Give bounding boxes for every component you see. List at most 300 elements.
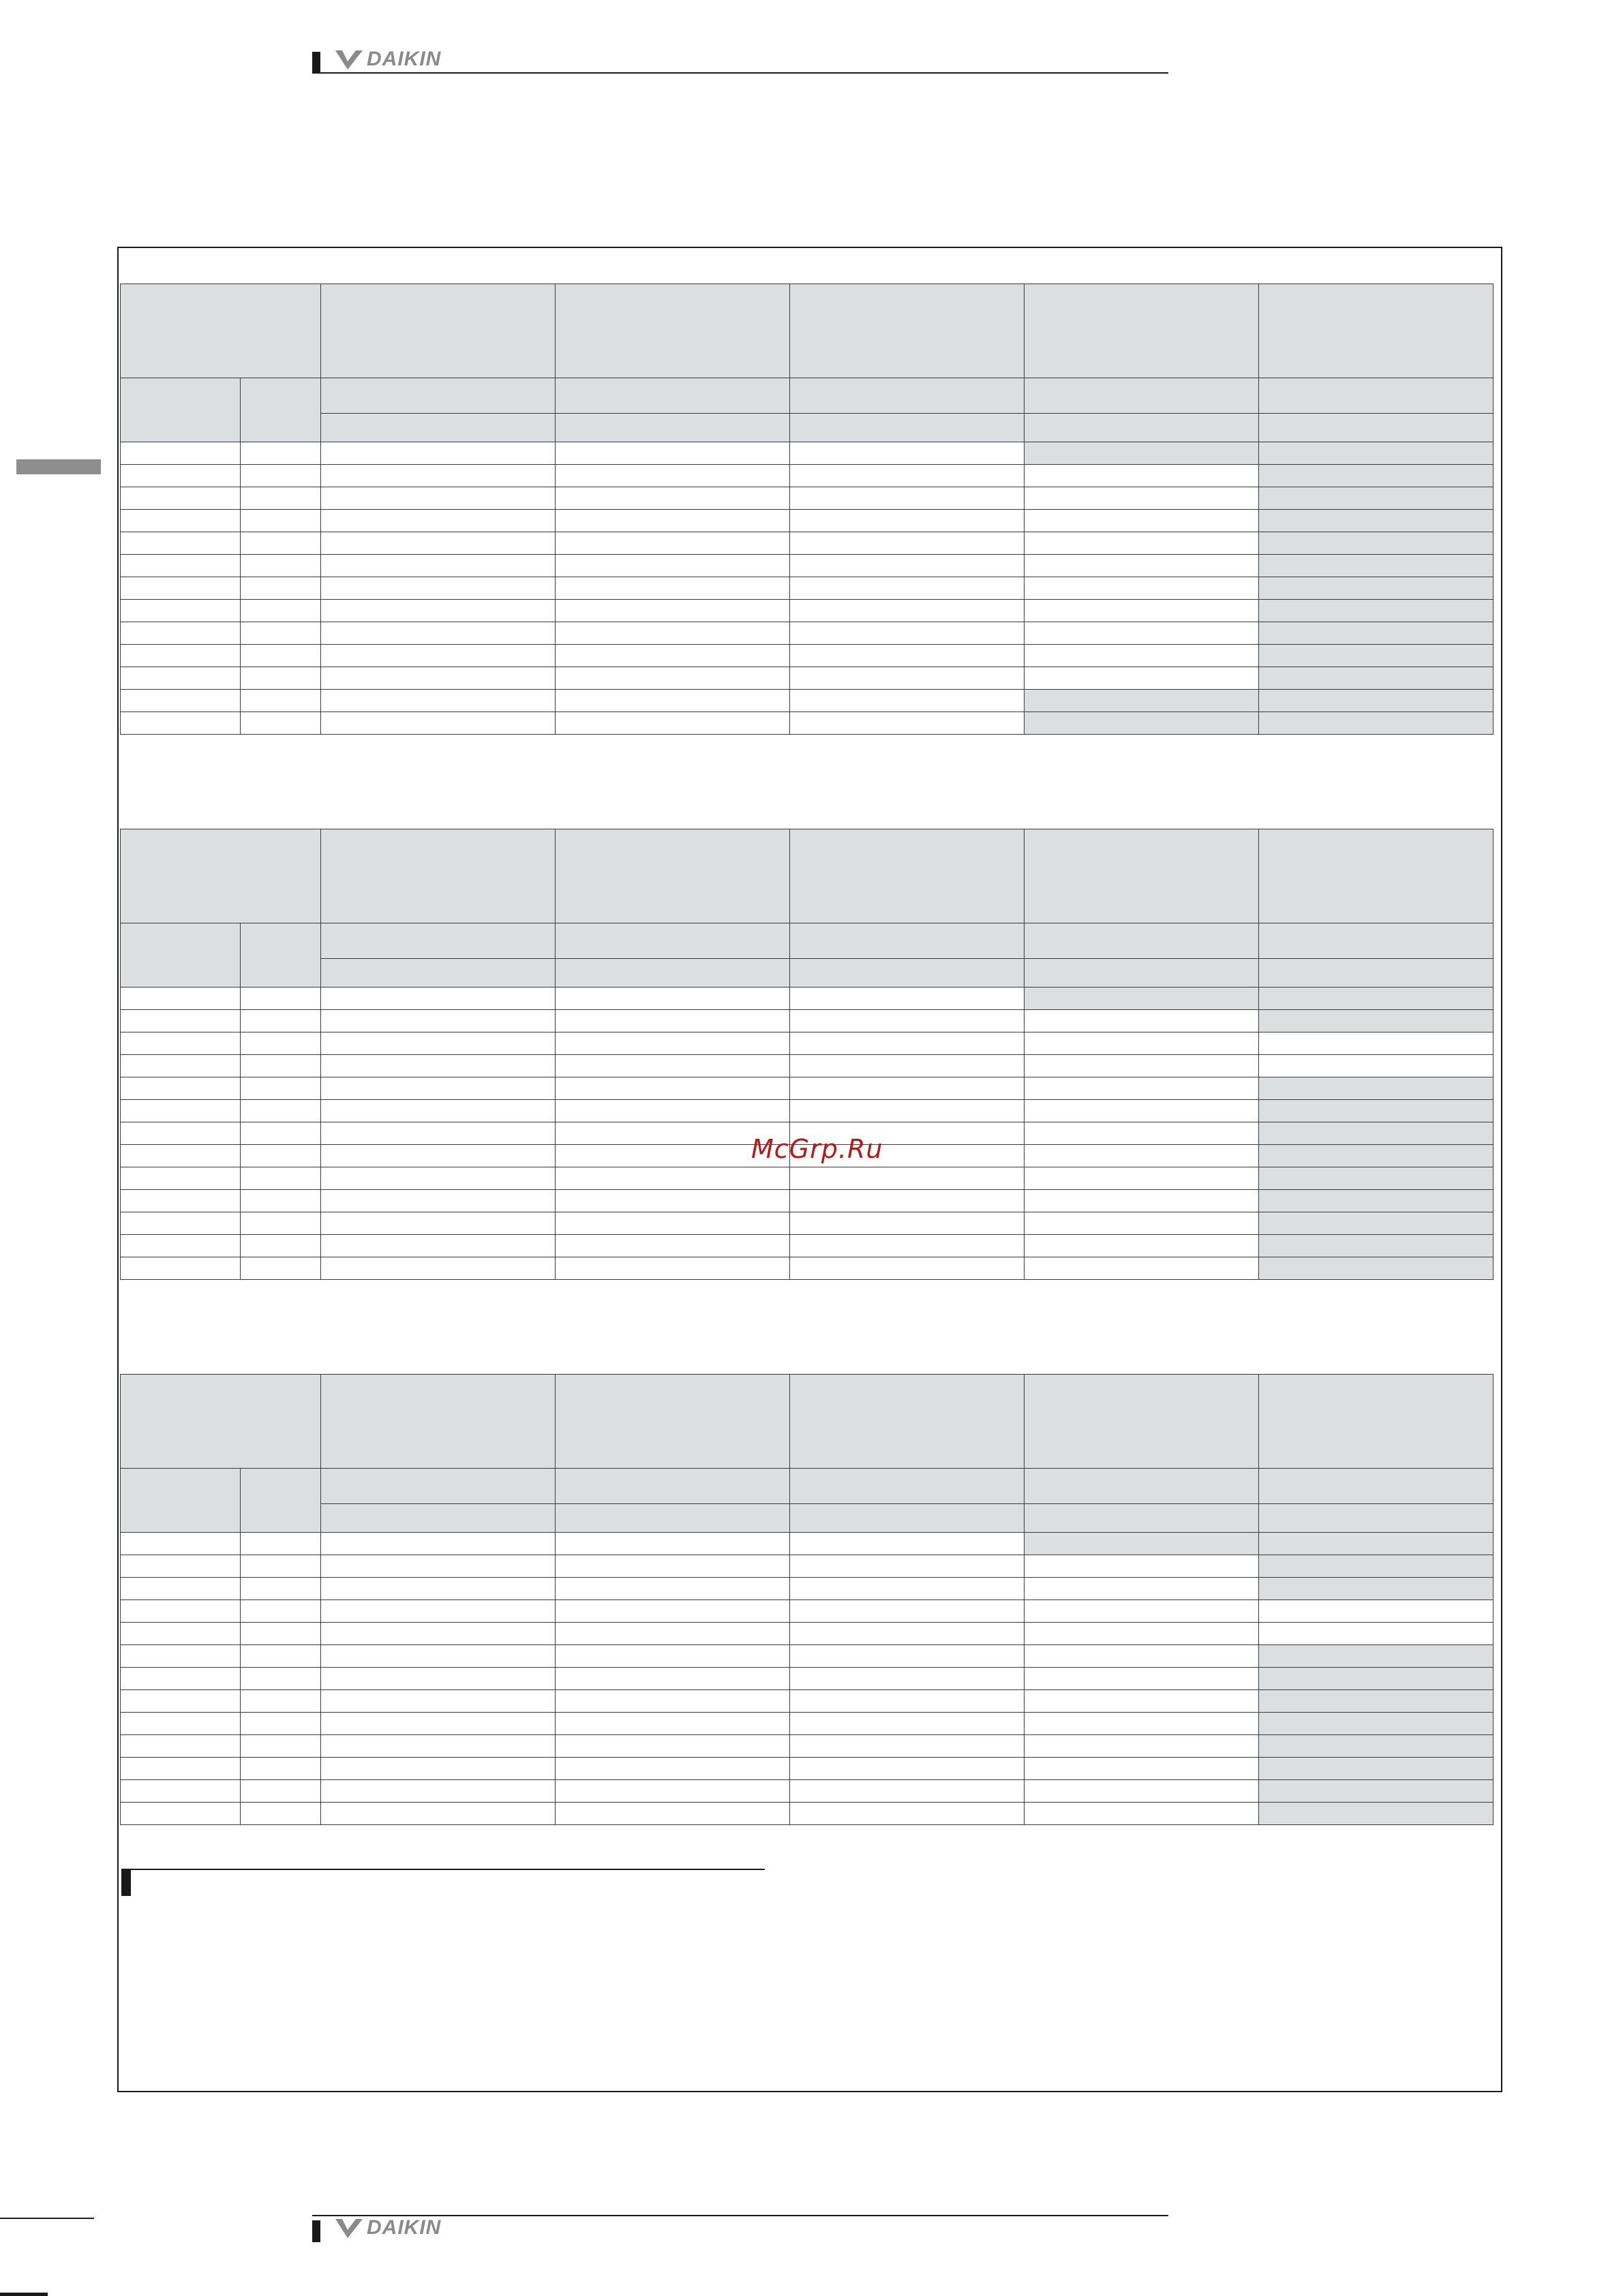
table-cell bbox=[1025, 1780, 1259, 1803]
table-cell bbox=[790, 1257, 1025, 1280]
table-cell bbox=[1025, 1668, 1259, 1690]
table-cell bbox=[1025, 442, 1259, 465]
header-cell bbox=[1025, 414, 1259, 442]
table-cell bbox=[1259, 712, 1493, 735]
table-cell bbox=[241, 988, 321, 1010]
table-cell bbox=[1259, 1758, 1493, 1780]
table-cell bbox=[321, 510, 556, 532]
table-cell bbox=[321, 1212, 556, 1235]
table-cell bbox=[1025, 712, 1259, 735]
table-cell bbox=[241, 1100, 321, 1122]
header-cell bbox=[321, 284, 556, 378]
table-cell bbox=[121, 1600, 241, 1623]
header-cell bbox=[1025, 378, 1259, 414]
table-cell bbox=[321, 1235, 556, 1257]
table-cell bbox=[1259, 1077, 1493, 1100]
header-cell bbox=[121, 378, 241, 442]
table-cell bbox=[1259, 1190, 1493, 1212]
table-cell bbox=[121, 600, 241, 622]
table-cell bbox=[321, 1780, 556, 1803]
table-row bbox=[121, 1100, 1493, 1122]
table-row bbox=[121, 1055, 1493, 1077]
table-cell bbox=[1025, 690, 1259, 712]
table-cell bbox=[556, 577, 790, 600]
header-cell bbox=[1259, 378, 1493, 414]
table-cell bbox=[556, 1735, 790, 1758]
table-row bbox=[121, 555, 1493, 577]
table-cell bbox=[121, 667, 241, 690]
table-cell bbox=[121, 1555, 241, 1578]
table-cell bbox=[556, 622, 790, 645]
table-cell bbox=[241, 510, 321, 532]
table-cell bbox=[121, 1713, 241, 1735]
header-cell bbox=[790, 284, 1025, 378]
header-cell bbox=[321, 1375, 556, 1469]
table-cell bbox=[790, 1212, 1025, 1235]
table-cell bbox=[1025, 1055, 1259, 1077]
table-cell bbox=[1259, 645, 1493, 667]
table-cell bbox=[790, 1780, 1025, 1803]
table-cell bbox=[1025, 1645, 1259, 1668]
table-cell bbox=[1259, 555, 1493, 577]
table-cell bbox=[321, 1100, 556, 1122]
table-cell bbox=[321, 988, 556, 1010]
table-cell bbox=[790, 1167, 1025, 1190]
table-cell bbox=[121, 1623, 241, 1645]
header-row bbox=[121, 414, 1493, 442]
table-cell bbox=[321, 532, 556, 555]
footer-brand: DAIKIN bbox=[367, 2216, 442, 2239]
header-cell bbox=[1025, 959, 1259, 988]
table-cell bbox=[1025, 1690, 1259, 1713]
table-cell bbox=[556, 1713, 790, 1735]
table-cell bbox=[790, 1600, 1025, 1623]
table-cell bbox=[121, 1055, 241, 1077]
table-cell bbox=[1025, 510, 1259, 532]
table-cell bbox=[790, 442, 1025, 465]
table-cell bbox=[241, 1122, 321, 1145]
table-cell bbox=[321, 1190, 556, 1212]
table-cell bbox=[1259, 622, 1493, 645]
table-row bbox=[121, 1780, 1493, 1803]
header-cell bbox=[1259, 1504, 1493, 1533]
header-row bbox=[121, 1504, 1493, 1533]
table-cell bbox=[1025, 1077, 1259, 1100]
table-row bbox=[121, 988, 1493, 1010]
header-row bbox=[121, 829, 1493, 923]
table-row bbox=[121, 1533, 1493, 1555]
table-cell bbox=[241, 712, 321, 735]
table-cell bbox=[321, 622, 556, 645]
table-row bbox=[121, 1555, 1493, 1578]
header-cell bbox=[790, 959, 1025, 988]
table-row bbox=[121, 1257, 1493, 1280]
header-cell bbox=[321, 1504, 556, 1533]
header-cell bbox=[1025, 923, 1259, 959]
table-cell bbox=[121, 465, 241, 487]
footer-rule bbox=[312, 2215, 1168, 2216]
table-cell bbox=[1259, 1100, 1493, 1122]
table-cell bbox=[121, 1145, 241, 1167]
table-cell bbox=[1025, 645, 1259, 667]
header-cell bbox=[556, 378, 790, 414]
table-cell bbox=[790, 1555, 1025, 1578]
table-cell bbox=[1259, 1555, 1493, 1578]
table-cell bbox=[790, 1190, 1025, 1212]
table-cell bbox=[121, 712, 241, 735]
table-cell bbox=[556, 1032, 790, 1055]
table-cell bbox=[321, 1803, 556, 1825]
table-cell bbox=[556, 1235, 790, 1257]
table-cell bbox=[241, 1032, 321, 1055]
table-cell bbox=[1025, 1600, 1259, 1623]
table-cell bbox=[241, 1645, 321, 1668]
table-cell bbox=[556, 988, 790, 1010]
side-tab bbox=[16, 459, 101, 474]
footer-left-rule bbox=[0, 2218, 94, 2219]
table-cell bbox=[241, 1735, 321, 1758]
table-cell bbox=[121, 532, 241, 555]
table-cell bbox=[321, 1145, 556, 1167]
daikin-logo-icon bbox=[333, 48, 365, 72]
header-cell bbox=[121, 1469, 241, 1533]
header-cell bbox=[241, 378, 321, 442]
table-cell bbox=[556, 1668, 790, 1690]
table-cell bbox=[321, 465, 556, 487]
table-cell bbox=[790, 1100, 1025, 1122]
table-cell bbox=[790, 1803, 1025, 1825]
table-cell bbox=[556, 1167, 790, 1190]
table-cell bbox=[121, 487, 241, 510]
header-cell bbox=[1259, 1469, 1493, 1504]
table-cell bbox=[1259, 1122, 1493, 1145]
header-cell bbox=[556, 1504, 790, 1533]
header-cell bbox=[241, 923, 321, 988]
table-cell bbox=[1259, 465, 1493, 487]
table-cell bbox=[1259, 487, 1493, 510]
table-row bbox=[121, 600, 1493, 622]
table-cell bbox=[1025, 1145, 1259, 1167]
table-row bbox=[121, 1190, 1493, 1212]
table-cell bbox=[241, 1145, 321, 1167]
table-cell bbox=[121, 622, 241, 645]
table-cell bbox=[1025, 622, 1259, 645]
table-row bbox=[121, 1077, 1493, 1100]
table-cell bbox=[556, 712, 790, 735]
table-row bbox=[121, 532, 1493, 555]
table-cell bbox=[1259, 577, 1493, 600]
table-cell bbox=[321, 1055, 556, 1077]
table-cell bbox=[321, 667, 556, 690]
table-cell bbox=[1025, 1803, 1259, 1825]
table-cell bbox=[241, 1555, 321, 1578]
table-cell bbox=[121, 1578, 241, 1600]
table-row bbox=[121, 690, 1493, 712]
table-cell bbox=[1025, 1122, 1259, 1145]
table-cell bbox=[1025, 465, 1259, 487]
table-cell bbox=[1259, 1713, 1493, 1735]
header-row bbox=[121, 284, 1493, 378]
table-cell bbox=[556, 1758, 790, 1780]
table-cell bbox=[556, 1100, 790, 1122]
table-cell bbox=[1025, 1212, 1259, 1235]
table-cell bbox=[790, 645, 1025, 667]
table-cell bbox=[790, 1735, 1025, 1758]
table-cell bbox=[241, 1167, 321, 1190]
table-cell bbox=[241, 1578, 321, 1600]
table-cell bbox=[556, 1690, 790, 1713]
table-cell bbox=[1259, 1533, 1493, 1555]
header-cell bbox=[1259, 829, 1493, 923]
table-cell bbox=[241, 1190, 321, 1212]
table-cell bbox=[556, 487, 790, 510]
header-cell bbox=[556, 959, 790, 988]
table-cell bbox=[241, 1077, 321, 1100]
table-row bbox=[121, 1600, 1493, 1623]
table-cell bbox=[556, 690, 790, 712]
table-cell bbox=[121, 1190, 241, 1212]
watermark: McGrp.Ru bbox=[751, 1134, 883, 1164]
table-cell bbox=[241, 1235, 321, 1257]
table-cell bbox=[321, 1077, 556, 1100]
table-cell bbox=[1259, 1055, 1493, 1077]
header-row bbox=[121, 1375, 1493, 1469]
table-cell bbox=[121, 1235, 241, 1257]
table-row bbox=[121, 1167, 1493, 1190]
table-cell bbox=[1025, 1190, 1259, 1212]
table-cell bbox=[790, 1235, 1025, 1257]
header-cell bbox=[790, 923, 1025, 959]
table-cell bbox=[121, 442, 241, 465]
table-cell bbox=[241, 442, 321, 465]
header-cell bbox=[556, 1375, 790, 1469]
table-cell bbox=[121, 1257, 241, 1280]
table-cell bbox=[556, 1533, 790, 1555]
footer-bar bbox=[312, 2220, 320, 2242]
table-cell bbox=[241, 1780, 321, 1803]
section-rule bbox=[121, 1869, 765, 1870]
header-cell bbox=[790, 1375, 1025, 1469]
header-cell bbox=[1025, 1469, 1259, 1504]
table-cell bbox=[241, 1758, 321, 1780]
table-cell bbox=[121, 988, 241, 1010]
table-cell bbox=[1025, 1257, 1259, 1280]
header-cell bbox=[1259, 1375, 1493, 1469]
table-cell bbox=[321, 645, 556, 667]
header-cell bbox=[1259, 959, 1493, 988]
table-cell bbox=[121, 1803, 241, 1825]
table-cell bbox=[321, 1668, 556, 1690]
table-cell bbox=[790, 1713, 1025, 1735]
table-cell bbox=[121, 1010, 241, 1032]
table-cell bbox=[790, 532, 1025, 555]
header-cell bbox=[241, 1469, 321, 1533]
table-cell bbox=[556, 1212, 790, 1235]
table-cell bbox=[790, 1010, 1025, 1032]
table-cell bbox=[241, 690, 321, 712]
table-cell bbox=[241, 1690, 321, 1713]
table-cell bbox=[1259, 1145, 1493, 1167]
daikin-logo-icon bbox=[333, 2216, 365, 2241]
header-rule bbox=[312, 72, 1168, 74]
table-cell bbox=[1025, 600, 1259, 622]
header-cell bbox=[321, 414, 556, 442]
table-cell bbox=[790, 577, 1025, 600]
table-cell bbox=[556, 600, 790, 622]
table-cell bbox=[1259, 1803, 1493, 1825]
header-cell bbox=[121, 923, 241, 988]
table-row bbox=[121, 1032, 1493, 1055]
table-cell bbox=[556, 465, 790, 487]
table-cell bbox=[790, 1055, 1025, 1077]
spec-table-3 bbox=[120, 1374, 1493, 1825]
table-cell bbox=[241, 600, 321, 622]
header-cell bbox=[1025, 1375, 1259, 1469]
header-cell bbox=[790, 829, 1025, 923]
table-cell bbox=[121, 1100, 241, 1122]
table-cell bbox=[121, 555, 241, 577]
table-cell bbox=[790, 1578, 1025, 1600]
header-cell bbox=[321, 378, 556, 414]
header-cell bbox=[790, 1469, 1025, 1504]
header-cell bbox=[1025, 284, 1259, 378]
header-brand: DAIKIN bbox=[367, 48, 442, 70]
header-cell bbox=[556, 1469, 790, 1504]
table-row bbox=[121, 1758, 1493, 1780]
table-cell bbox=[241, 1803, 321, 1825]
table-cell bbox=[321, 1533, 556, 1555]
table-cell bbox=[790, 1077, 1025, 1100]
table-cell bbox=[321, 1555, 556, 1578]
table-cell bbox=[241, 1668, 321, 1690]
table-cell bbox=[1259, 1167, 1493, 1190]
table-cell bbox=[121, 1645, 241, 1668]
header-cell bbox=[121, 829, 321, 923]
table-cell bbox=[556, 1077, 790, 1100]
table-cell bbox=[790, 1533, 1025, 1555]
table-cell bbox=[321, 1623, 556, 1645]
table-cell bbox=[790, 1032, 1025, 1055]
table-cell bbox=[1259, 1212, 1493, 1235]
table-cell bbox=[556, 510, 790, 532]
header-cell bbox=[1259, 284, 1493, 378]
table-cell bbox=[790, 712, 1025, 735]
table-cell bbox=[121, 1122, 241, 1145]
table-cell bbox=[241, 577, 321, 600]
table-cell bbox=[556, 1623, 790, 1645]
table-cell bbox=[1259, 1010, 1493, 1032]
table-cell bbox=[321, 577, 556, 600]
header-row bbox=[121, 1469, 1493, 1504]
table-cell bbox=[121, 577, 241, 600]
table-cell bbox=[321, 712, 556, 735]
table-cell bbox=[556, 1055, 790, 1077]
table-cell bbox=[121, 1077, 241, 1100]
table-cell bbox=[121, 1668, 241, 1690]
table-cell bbox=[790, 1668, 1025, 1690]
table-cell bbox=[121, 1758, 241, 1780]
table-cell bbox=[1259, 690, 1493, 712]
header-cell bbox=[556, 923, 790, 959]
header-row bbox=[121, 923, 1493, 959]
table-cell bbox=[1025, 555, 1259, 577]
table-row bbox=[121, 1668, 1493, 1690]
table-row bbox=[121, 510, 1493, 532]
table-cell bbox=[556, 442, 790, 465]
table-cell bbox=[556, 667, 790, 690]
table-row bbox=[121, 622, 1493, 645]
table-cell bbox=[1259, 1690, 1493, 1713]
table-cell bbox=[1259, 1235, 1493, 1257]
spec-table-1 bbox=[120, 284, 1493, 735]
table-cell bbox=[556, 532, 790, 555]
table-cell bbox=[1025, 988, 1259, 1010]
table-cell bbox=[241, 1010, 321, 1032]
table-cell bbox=[321, 442, 556, 465]
table-cell bbox=[790, 622, 1025, 645]
table-cell bbox=[556, 1010, 790, 1032]
table-cell bbox=[241, 1713, 321, 1735]
table-cell bbox=[790, 487, 1025, 510]
table-cell bbox=[241, 1623, 321, 1645]
table-cell bbox=[321, 1122, 556, 1145]
table-cell bbox=[241, 555, 321, 577]
header-cell bbox=[321, 1469, 556, 1504]
table-cell bbox=[321, 1758, 556, 1780]
table-cell bbox=[241, 622, 321, 645]
header-bar bbox=[312, 52, 320, 74]
table-cell bbox=[1259, 1600, 1493, 1623]
table-cell bbox=[321, 1600, 556, 1623]
table-row bbox=[121, 1212, 1493, 1235]
table-cell bbox=[321, 600, 556, 622]
table-cell bbox=[790, 465, 1025, 487]
table-cell bbox=[1025, 1235, 1259, 1257]
header-cell bbox=[790, 378, 1025, 414]
table-cell bbox=[556, 645, 790, 667]
table-cell bbox=[1025, 1758, 1259, 1780]
table-cell bbox=[1259, 1623, 1493, 1645]
table-cell bbox=[1025, 1555, 1259, 1578]
table-cell bbox=[321, 1032, 556, 1055]
header-cell bbox=[1025, 829, 1259, 923]
table-cell bbox=[321, 1735, 556, 1758]
header-cell bbox=[790, 1504, 1025, 1533]
table-cell bbox=[241, 532, 321, 555]
table-cell bbox=[556, 1257, 790, 1280]
table-cell bbox=[790, 988, 1025, 1010]
table-cell bbox=[1025, 1167, 1259, 1190]
table-cell bbox=[790, 510, 1025, 532]
spec-table-2 bbox=[120, 829, 1493, 1280]
table-cell bbox=[1259, 1032, 1493, 1055]
table-cell bbox=[1025, 1533, 1259, 1555]
table-cell bbox=[1259, 1257, 1493, 1280]
table-row bbox=[121, 1645, 1493, 1668]
table-cell bbox=[121, 1167, 241, 1190]
table-cell bbox=[241, 645, 321, 667]
table-cell bbox=[121, 1735, 241, 1758]
table-cell bbox=[321, 1645, 556, 1668]
table-cell bbox=[1025, 487, 1259, 510]
table-row bbox=[121, 1010, 1493, 1032]
header-cell bbox=[121, 1375, 321, 1469]
table-cell bbox=[790, 1645, 1025, 1668]
table-row bbox=[121, 1803, 1493, 1825]
table-cell bbox=[1025, 577, 1259, 600]
table-cell bbox=[1025, 1010, 1259, 1032]
header-cell bbox=[556, 284, 790, 378]
